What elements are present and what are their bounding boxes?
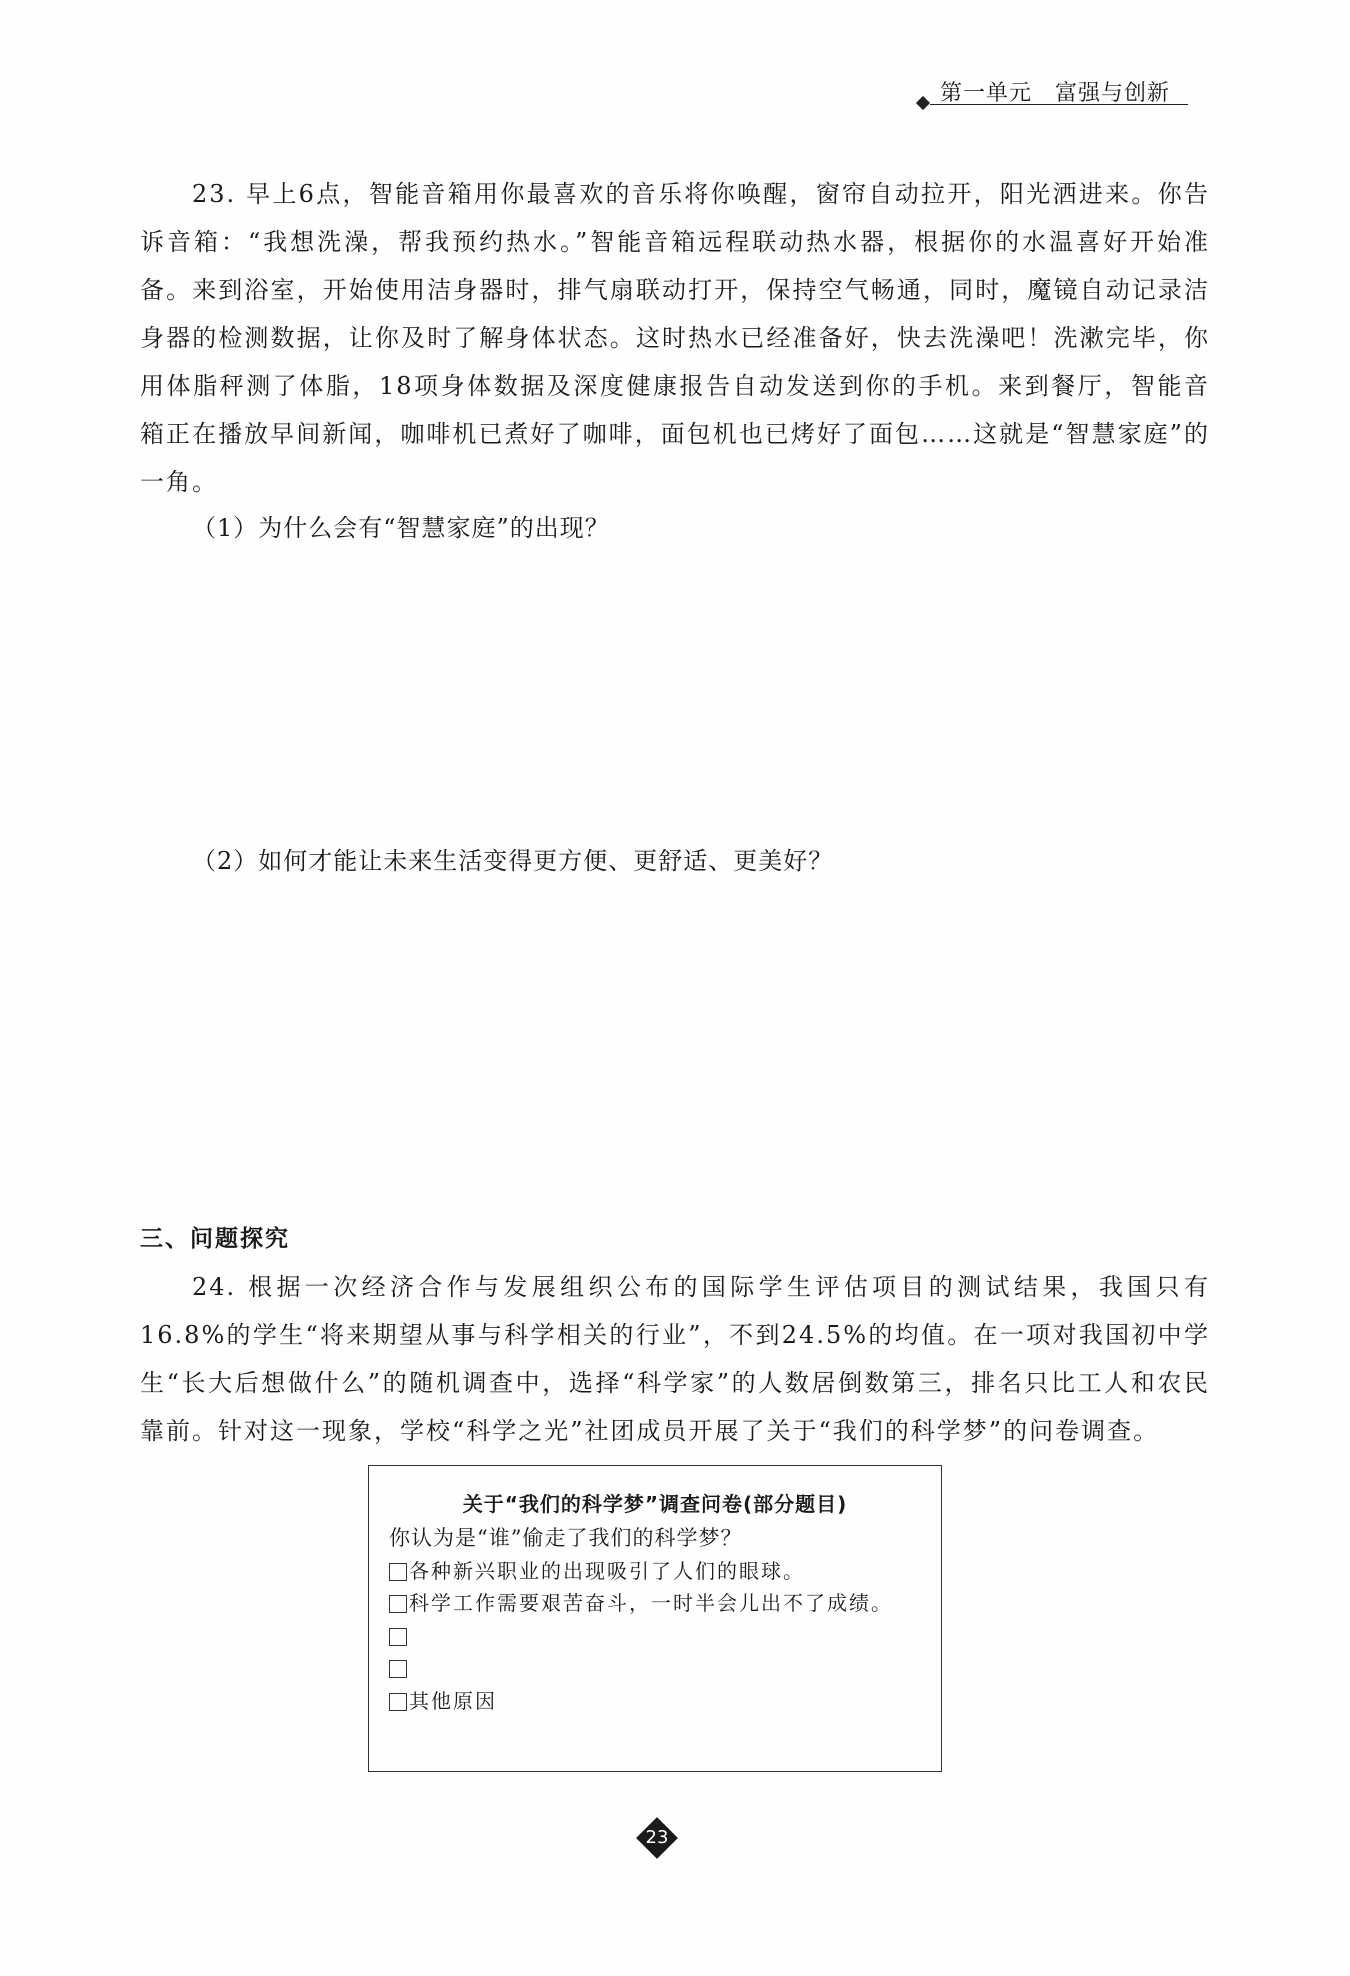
checkbox-icon[interactable] — [389, 1628, 407, 1646]
survey-option — [389, 1558, 805, 1584]
survey-option-blank — [389, 1623, 409, 1649]
question-24-text: 24. 根据一次经济合作与发展组织公布的国际学生评估项目的测试结果，我国只有16.8%的学生“将来期望从事与科学相关的行业”，不到24.5%的均值。在一项对我国初中学生“长大后想做什么”的随机调查中，选择“科学家”的人数居倒数第三，排名只比工人和农民靠前。针对这一现象，学校“科学之光”社团成员开展了关于“我们的科学梦”的问卷调查。 — [140, 1273, 1210, 1445]
unit-title: 第一单元 富强与创新 — [940, 81, 1171, 106]
survey-question: 你认为是“谁”偷走了我们的科学梦？ — [389, 1526, 743, 1550]
survey-option-blank — [389, 1655, 409, 1681]
survey-title: 关于“我们的科学梦”调查问卷(部分题目) — [462, 1492, 848, 1516]
checkbox-icon[interactable] — [389, 1563, 407, 1581]
checkbox-icon[interactable] — [389, 1660, 407, 1678]
question-23-sub1: （1）为什么会有“智慧家庭”的出现？ — [192, 514, 610, 542]
checkbox-icon[interactable] — [389, 1693, 407, 1711]
survey-option-label: 其他原因 — [409, 1689, 497, 1713]
survey-option-label: 科学工作需要艰苦奋斗，一时半会儿出不了成绩。 — [409, 1591, 893, 1615]
question-23-text: 23. 早上6点，智能音箱用你最喜欢的音乐将你唤醒，窗帘自动拉开，阳光洒进来。你告诉音箱：“我想洗澡，帮我预约热水。”智能音箱远程联动热水器，根据你的水温喜好开始准备。来到浴室，开始使用洁身器时，排气扇联动打开，保持空气畅通，同时，魔镜自动记录洁身器的检测数据，让你及时了解身体状态。这时热水已经准备好，快去洗澡吧！洗漱完毕，你用体脂秤测了体脂，18项身体数据及深度健康报告自动发送到你的手机。来到餐厅，智能音箱正在播放早间新闻，咖啡机已煮好了咖啡，面包机也已烤好了面包……这就是“智慧家庭”的一角。 — [140, 180, 1210, 496]
survey-option — [389, 1688, 497, 1714]
survey-box — [368, 1465, 942, 1772]
checkbox-icon[interactable] — [389, 1595, 407, 1613]
section-title: 三、问题探究 — [140, 1226, 290, 1252]
diamond-bullet-icon — [916, 96, 930, 110]
page-number-text: 23 — [645, 1827, 669, 1848]
survey-option-label: 各种新兴职业的出现吸引了人们的眼球。 — [409, 1559, 805, 1583]
page-header — [918, 76, 1188, 116]
page-number — [637, 1818, 677, 1858]
question-23-sub2: （2）如何才能让未来生活变得更方便、更舒适、更美好？ — [192, 847, 834, 875]
survey-option — [389, 1590, 893, 1616]
